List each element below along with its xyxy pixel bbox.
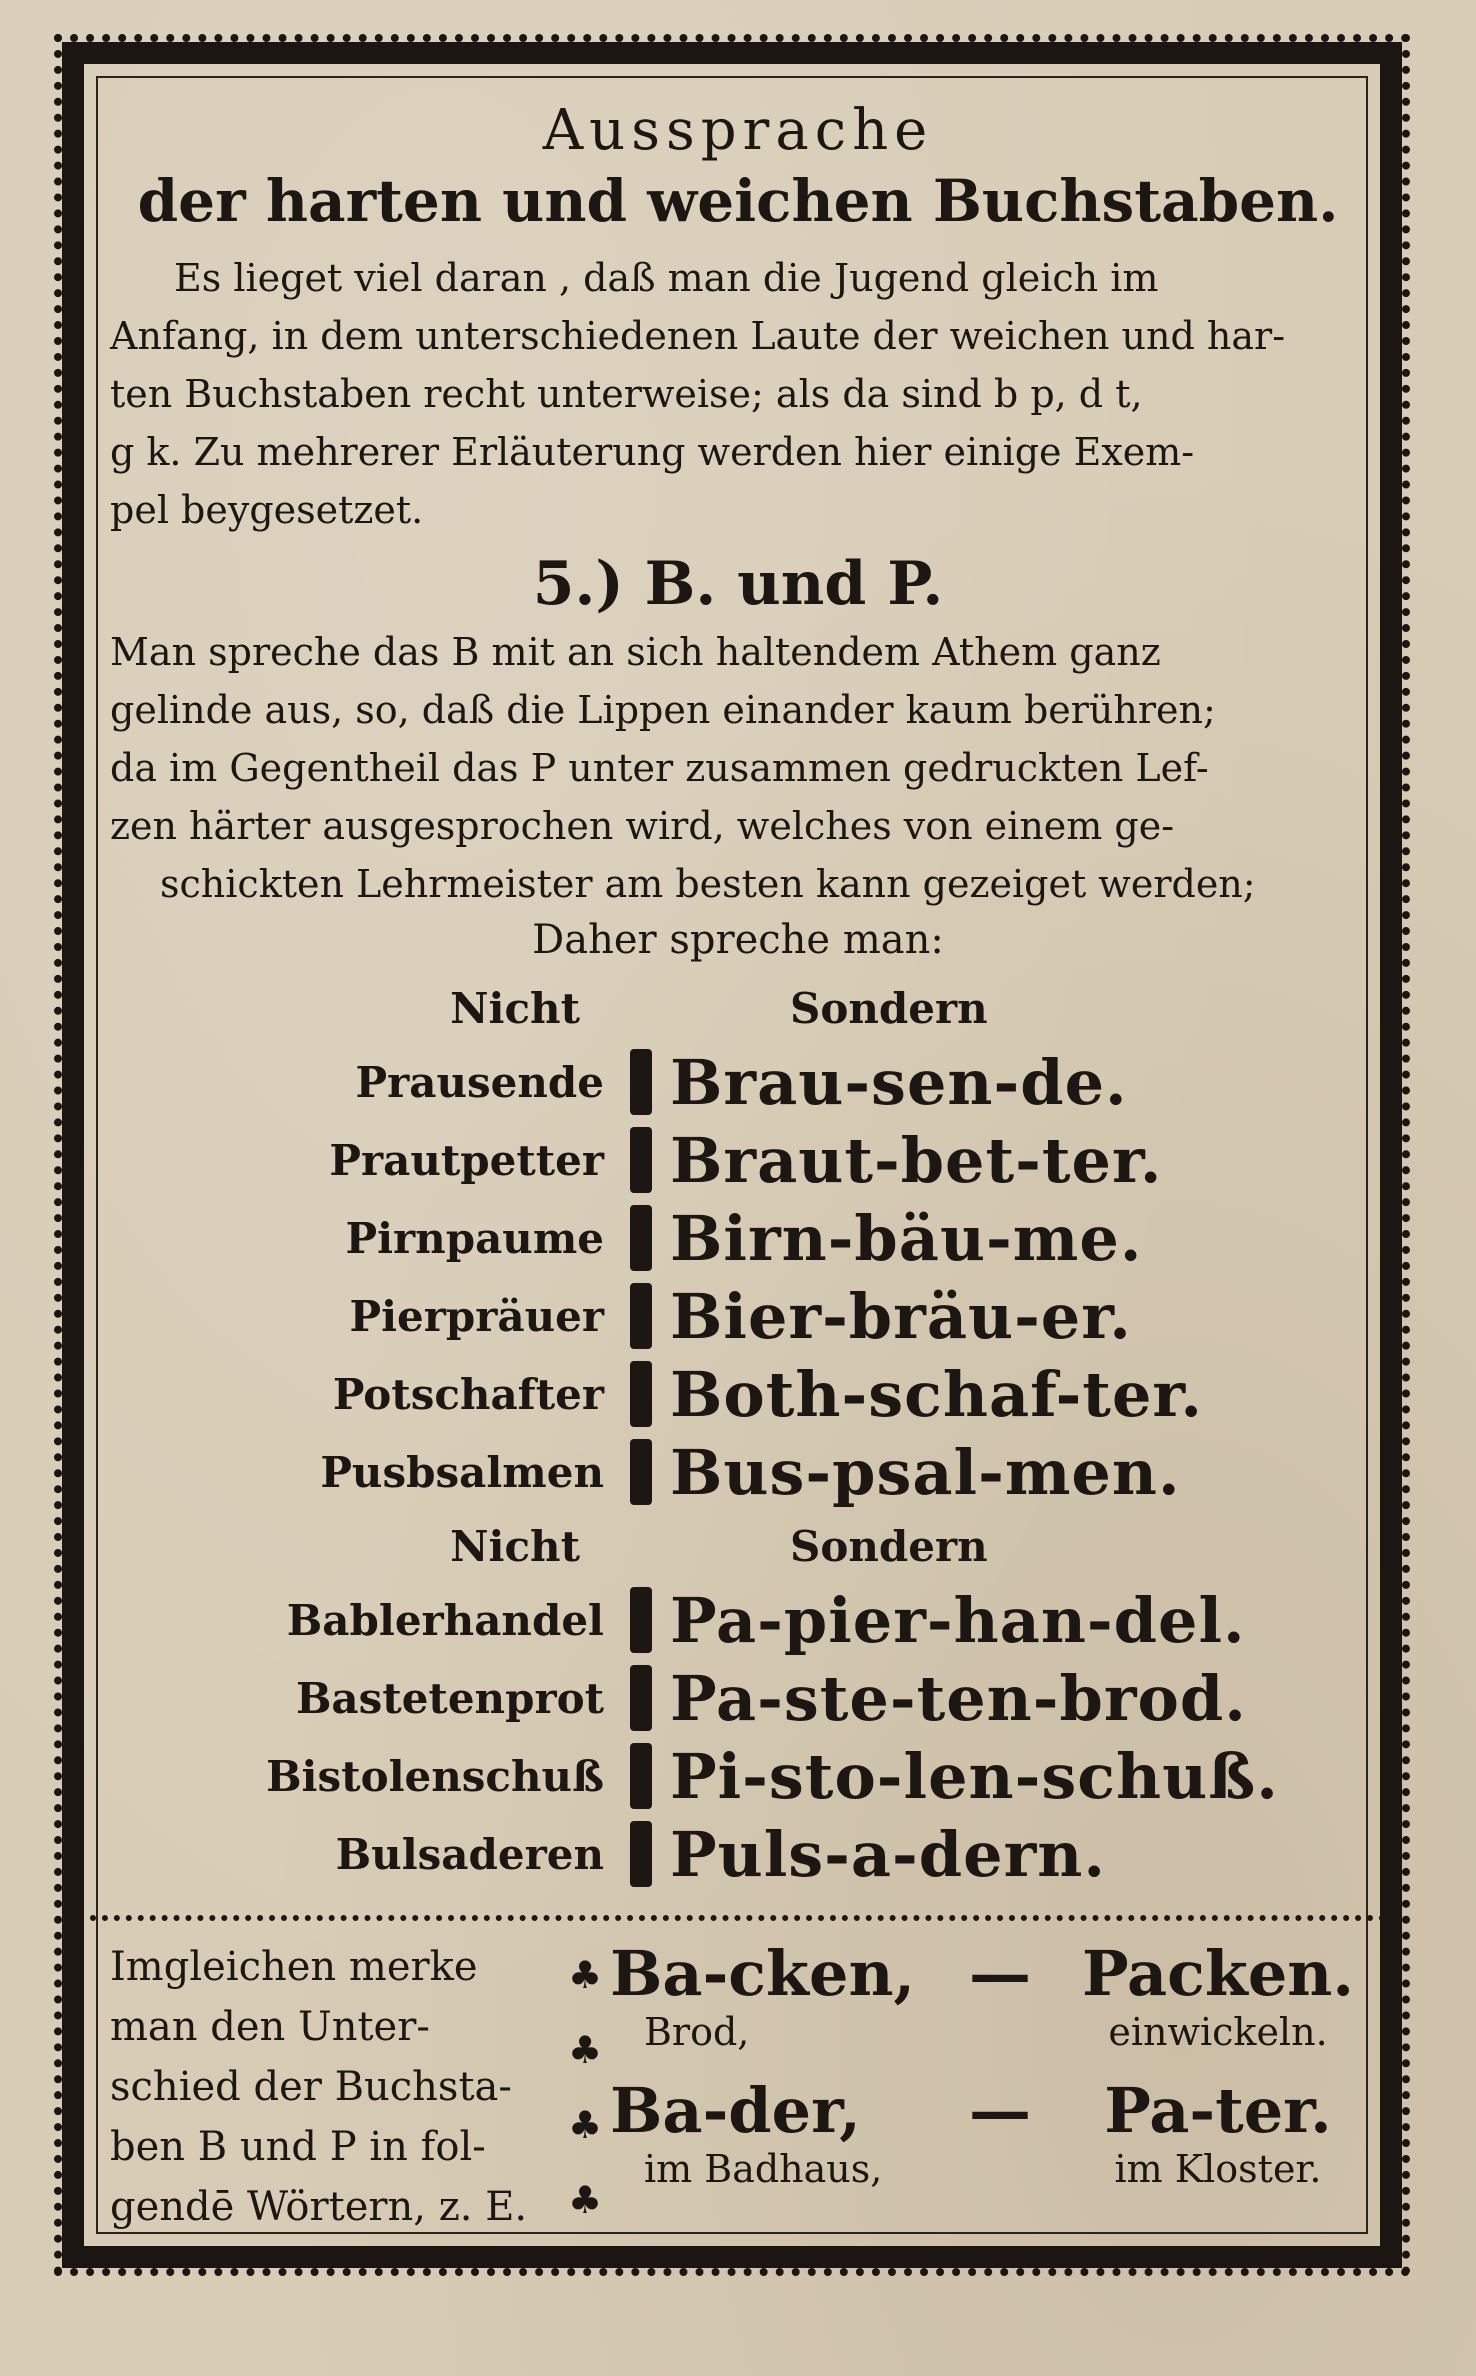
- wrong-word: Bablerhandel: [286, 1595, 604, 1645]
- bottom-explanation: [110, 1937, 550, 2237]
- hard-word: Packen.: [1082, 1937, 1354, 2010]
- word-table-b: [110, 973, 1366, 1511]
- word-pair-meaning: [610, 2147, 1366, 2191]
- table-row: [110, 1433, 1366, 1511]
- explanation-line: man den Unter-: [110, 2004, 430, 2050]
- hard-meaning: im Kloster.: [1114, 2147, 1322, 2191]
- section-line: zen härter ausgesprochen wird, welches von einem ge-: [110, 804, 1175, 848]
- right-word: Birn-bäu-me.: [670, 1201, 1143, 1275]
- ornament-icon: ♣: [568, 2177, 603, 2222]
- table-row: [110, 1199, 1366, 1277]
- table-row: [110, 1581, 1366, 1659]
- intro-line: Anfang, in dem unterschiedenen Laute der weichen und har-: [110, 314, 1286, 358]
- brace-mark: [630, 1821, 652, 1887]
- explanation-line: ben B und P in fol-: [110, 2124, 486, 2170]
- header-nicht: Nicht: [450, 1521, 580, 1571]
- ornament-icon: ♣: [568, 2027, 603, 2072]
- word-table-p: [110, 1511, 1366, 1893]
- table-row: [110, 1277, 1366, 1355]
- section-line: da im Gegentheil das P unter zusammen gedruckten Lef-: [110, 746, 1209, 790]
- wrong-word: Prausende: [355, 1057, 604, 1107]
- section-heading: 5.) B. und P.: [532, 549, 944, 619]
- brace-mark: [630, 1439, 652, 1505]
- hard-meaning: einwickeln.: [1108, 2010, 1328, 2054]
- intro-line: pel beygesetzet.: [110, 488, 424, 532]
- wrong-word: Bastetenprot: [295, 1673, 604, 1723]
- right-word: Bier-bräu-er.: [670, 1279, 1132, 1353]
- section-paragraph: [110, 623, 1366, 913]
- brace-mark: [630, 1205, 652, 1271]
- table-row: [110, 1355, 1366, 1433]
- table-row: [110, 1043, 1366, 1121]
- bottom-section: [110, 1937, 1366, 2237]
- wrong-word: Bistolenschuß: [266, 1751, 604, 1801]
- dash: —: [969, 1937, 1031, 2010]
- daher-line: Daher spreche man:: [532, 917, 944, 963]
- wrong-word: Prautpetter: [329, 1135, 604, 1185]
- section-line: schickten Lehrmeister am besten kann gezeiget werden;: [160, 862, 1256, 906]
- word-pair: [610, 2074, 1366, 2147]
- page-content: [110, 88, 1366, 2237]
- right-word: Pi-sto-len-schuß.: [670, 1739, 1279, 1813]
- right-word: Pa-pier-han-del.: [670, 1583, 1246, 1657]
- right-word: Bus-psal-men.: [670, 1435, 1181, 1509]
- brace-mark: [630, 1049, 652, 1115]
- wrong-word: Pusbsalmen: [320, 1447, 604, 1497]
- header-sondern: Sondern: [790, 1521, 988, 1571]
- ornament-icon: ♣: [568, 1952, 603, 1997]
- brace-mark: [630, 1587, 652, 1653]
- hard-word: Pa-ter.: [1104, 2074, 1332, 2147]
- wrong-word: Pirnpaume: [345, 1213, 604, 1263]
- word-pair-meaning: [610, 2010, 1366, 2054]
- word-pair: [610, 1937, 1366, 2010]
- table-row: [110, 1659, 1366, 1737]
- explanation-line: schied der Buchsta-: [110, 2064, 512, 2110]
- table-row: [110, 1737, 1366, 1815]
- soft-word: Ba-cken,: [610, 1937, 916, 2010]
- soft-meaning: Brod,: [644, 2010, 750, 2054]
- ornament-icon: ♣: [568, 2102, 603, 2147]
- table-row: [110, 1121, 1366, 1199]
- table-header: [110, 1511, 1366, 1581]
- section-line: gelinde aus, so, daß die Lippen einander kaum berühren;: [110, 688, 1216, 732]
- explanation-line: Imgleichen merke: [110, 1944, 478, 1990]
- brace-mark: [630, 1127, 652, 1193]
- ornamental-divider: [90, 1915, 1386, 1921]
- intro-paragraph: [110, 249, 1366, 539]
- right-word: Brau-sen-de.: [670, 1045, 1128, 1119]
- intro-line: ten Buchstaben recht unterweise; als da sind b p, d t,: [110, 372, 1143, 416]
- bottom-word-pairs: [610, 1937, 1366, 2237]
- right-word: Both-schaf-ter.: [670, 1357, 1203, 1431]
- table-row: [110, 1815, 1366, 1893]
- brace-mark: [630, 1361, 652, 1427]
- soft-word: Ba-der,: [610, 2074, 861, 2147]
- brace-mark: [630, 1743, 652, 1809]
- ornament-column: [568, 1937, 603, 2237]
- section-line: Man spreche das B mit an sich haltendem Athem ganz: [110, 630, 1161, 674]
- header-sondern: Sondern: [790, 983, 988, 1033]
- soft-meaning: im Badhaus,: [644, 2147, 883, 2191]
- right-word: Pa-ste-ten-brod.: [670, 1661, 1247, 1735]
- wrong-word: Bulsaderen: [335, 1829, 604, 1879]
- wrong-word: Potschafter: [332, 1369, 604, 1419]
- intro-line: Es lieget viel daran , daß man die Jugend gleich im: [174, 256, 1159, 300]
- subtitle: der harten und weichen Buchstaben.: [137, 167, 1339, 235]
- brace-mark: [630, 1283, 652, 1349]
- explanation-line: gendē Wörtern, z. E.: [110, 2184, 528, 2230]
- right-word: Puls-a-dern.: [670, 1817, 1106, 1891]
- dash: —: [969, 2074, 1031, 2147]
- brace-mark: [630, 1665, 652, 1731]
- intro-line: g k. Zu mehrerer Erläuterung werden hier einige Exem-: [110, 430, 1195, 474]
- right-word: Braut-bet-ter.: [670, 1123, 1163, 1197]
- wrong-word: Pierpräuer: [349, 1291, 604, 1341]
- table-header: [110, 973, 1366, 1043]
- header-nicht: Nicht: [450, 983, 580, 1033]
- title-aussprache: Aussprache: [542, 98, 934, 163]
